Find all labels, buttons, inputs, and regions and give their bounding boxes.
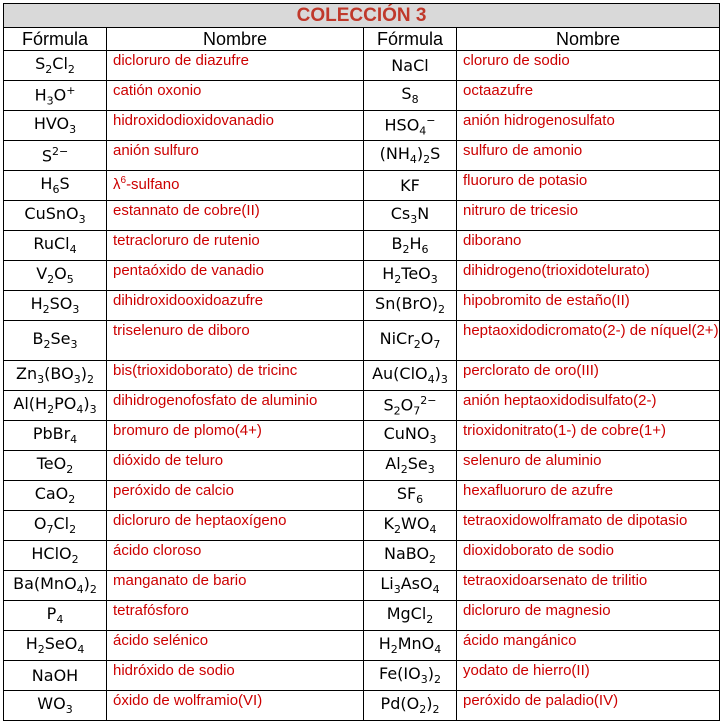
formula-cell: $WO_3$ — [4, 691, 107, 721]
formula-cell: RuCl$_4$ — [4, 231, 107, 261]
name-cell: sulfuro de amonio — [457, 141, 720, 171]
name-cell: anión heptaoxidodisulfato(2-) — [457, 391, 720, 421]
formula-cell: $Cs_3N$ — [364, 201, 457, 231]
formula-cell: $Li_3AsO_4$ — [364, 571, 457, 601]
table-row — [4, 571, 720, 601]
table-row — [4, 601, 720, 631]
table-row — [4, 231, 720, 261]
name-cell: dicloruro de magnesio — [457, 601, 720, 631]
name-cell: hipobromito de estaño(II) — [457, 291, 720, 321]
table-row — [4, 171, 720, 201]
name-cell: perclorato de oro(III) — [457, 361, 720, 391]
name-cell: óxido de wolframio(VI) — [107, 691, 364, 721]
formula-cell: KF — [364, 171, 457, 201]
formula-cell: $NiCr_2O_7$ — [364, 321, 457, 361]
name-cell: dioxidoborato de sodio — [457, 541, 720, 571]
table-row — [4, 691, 720, 721]
table-row — [4, 141, 720, 171]
table-row — [4, 541, 720, 571]
formula-cell: $Al(H_2PO_4)_3$ — [4, 391, 107, 421]
table-row — [4, 661, 720, 691]
name-cell: peróxido de calcio — [107, 481, 364, 511]
table-row — [4, 631, 720, 661]
table-row — [4, 481, 720, 511]
name-cell: $\lambda^6$-sulfano — [107, 171, 364, 201]
formula-cell: $H_6S$ — [4, 171, 107, 201]
table-row — [4, 201, 720, 231]
formula-cell: PbBr$_4$ — [4, 421, 107, 451]
formula-cell: $S_8$ — [364, 81, 457, 111]
formula-cell: $S_2O_7^{2-}$ — [364, 391, 457, 421]
name-cell: bis(trioxidoborato) de tricinc — [107, 361, 364, 391]
name-cell: tetraoxidowolframato de dipotasio — [457, 511, 720, 541]
name-cell: octaazufre — [457, 81, 720, 111]
formula-cell: $HVO_3$ — [4, 111, 107, 141]
formula-cell: $Zn_3(BO_3)_2$ — [4, 361, 107, 391]
name-cell: triselenuro de diboro — [107, 321, 364, 361]
name-cell: dicloruro de diazufre — [107, 51, 364, 81]
name-cell: fluoruro de potasio — [457, 171, 720, 201]
formula-cell: $H_2MnO_4$ — [364, 631, 457, 661]
table-row — [4, 321, 720, 361]
formula-cell: $H_2SeO_4$ — [4, 631, 107, 661]
table-row — [4, 451, 720, 481]
name-cell: tetracloruro de rutenio — [107, 231, 364, 261]
name-cell: heptaoxidodicromato(2-) de níquel(2+) — [457, 321, 720, 361]
formula-cell: $Au(ClO_4)_3$ — [364, 361, 457, 391]
table-row — [4, 111, 720, 141]
formula-cell: $Sn(BrO)_2$ — [364, 291, 457, 321]
name-cell: dihidrogeno(trioxidotelurato) — [457, 261, 720, 291]
table-row — [4, 391, 720, 421]
table-row — [4, 361, 720, 391]
name-cell: selenuro de aluminio — [457, 451, 720, 481]
formula-cell: NaBO$_2$ — [364, 541, 457, 571]
name-cell: yodato de hierro(II) — [457, 661, 720, 691]
name-cell: tetrafósforo — [107, 601, 364, 631]
name-cell: diborano — [457, 231, 720, 261]
formula-cell: $H_2SO_3$ — [4, 291, 107, 321]
formula-cell: $HSO_4^-$ — [364, 111, 457, 141]
name-cell: ácido cloroso — [107, 541, 364, 571]
name-cell: nitruro de tricesio — [457, 201, 720, 231]
name-cell: peróxido de paladio(IV) — [457, 691, 720, 721]
name-cell: cloruro de sodio — [457, 51, 720, 81]
name-cell: catión oxonio — [107, 81, 364, 111]
formula-cell: TeO$_2$ — [4, 451, 107, 481]
formula-cell: CaO$_2$ — [4, 481, 107, 511]
name-cell: ácido selénico — [107, 631, 364, 661]
formula-cell: $K_2WO_4$ — [364, 511, 457, 541]
name-cell: hidroxidodioxidovanadio — [107, 111, 364, 141]
table-row — [4, 261, 720, 291]
table-row — [4, 81, 720, 111]
formula-cell: HClO$_2$ — [4, 541, 107, 571]
name-cell: dihidrogenofosfato de aluminio — [107, 391, 364, 421]
table-row — [4, 291, 720, 321]
formula-cell: $S_2Cl_2$ — [4, 51, 107, 81]
nomenclature-table — [3, 3, 720, 721]
formula-cell: $S^{2-}$ — [4, 141, 107, 171]
formula-cell: $V_2O_5$ — [4, 261, 107, 291]
formula-cell: $SF_6$ — [364, 481, 457, 511]
formula-cell: NaCl — [364, 51, 457, 81]
table-row — [4, 421, 720, 451]
formula-cell: CuSnO$_3$ — [4, 201, 107, 231]
name-cell: hexafluoruro de azufre — [457, 481, 720, 511]
formula-cell: $Pd(O_2)_2$ — [364, 691, 457, 721]
name-cell: anión hidrogenosulfato — [457, 111, 720, 141]
name-cell: dióxido de teluro — [107, 451, 364, 481]
formula-cell: CuNO$_3$ — [364, 421, 457, 451]
formula-cell: $P_4$ — [4, 601, 107, 631]
name-cell: pentaóxido de vanadio — [107, 261, 364, 291]
collection-title: COLECCIÓN 3 — [4, 4, 720, 28]
table-row — [4, 51, 720, 81]
name-cell: dihidroxidooxidoazufre — [107, 291, 364, 321]
formula-cell: $Ba(MnO_4)_2$ — [4, 571, 107, 601]
formula-cell: $B_2Se_3$ — [4, 321, 107, 361]
name-cell: estannato de cobre(II) — [107, 201, 364, 231]
header-row — [4, 28, 720, 51]
formula-cell: $(NH_4)_2S$ — [364, 141, 457, 171]
name-cell: bromuro de plomo(4+) — [107, 421, 364, 451]
header-formula-left: Fórmula — [4, 28, 107, 51]
header-formula-right: Fórmula — [364, 28, 457, 51]
name-cell: trioxidonitrato(1-) de cobre(1+) — [457, 421, 720, 451]
name-cell: dicloruro de heptaoxígeno — [107, 511, 364, 541]
name-cell: anión sulfuro — [107, 141, 364, 171]
formula-cell: $Al_2Se_3$ — [364, 451, 457, 481]
name-cell: tetraoxidoarsenato de trilitio — [457, 571, 720, 601]
name-cell: hidróxido de sodio — [107, 661, 364, 691]
formula-cell: MgCl$_2$ — [364, 601, 457, 631]
formula-cell: $H_2TeO_3$ — [364, 261, 457, 291]
formula-cell: $O_7Cl_2$ — [4, 511, 107, 541]
formula-cell: $H_3O^+$ — [4, 81, 107, 111]
header-nombre-left: Nombre — [107, 28, 364, 51]
name-cell: manganato de bario — [107, 571, 364, 601]
table-row — [4, 511, 720, 541]
table-body — [4, 51, 720, 721]
name-cell: ácido mangánico — [457, 631, 720, 661]
header-nombre-right: Nombre — [457, 28, 720, 51]
formula-cell: $B_2H_6$ — [364, 231, 457, 261]
formula-cell: NaOH — [4, 661, 107, 691]
formula-cell: $Fe(IO_3)_2$ — [364, 661, 457, 691]
